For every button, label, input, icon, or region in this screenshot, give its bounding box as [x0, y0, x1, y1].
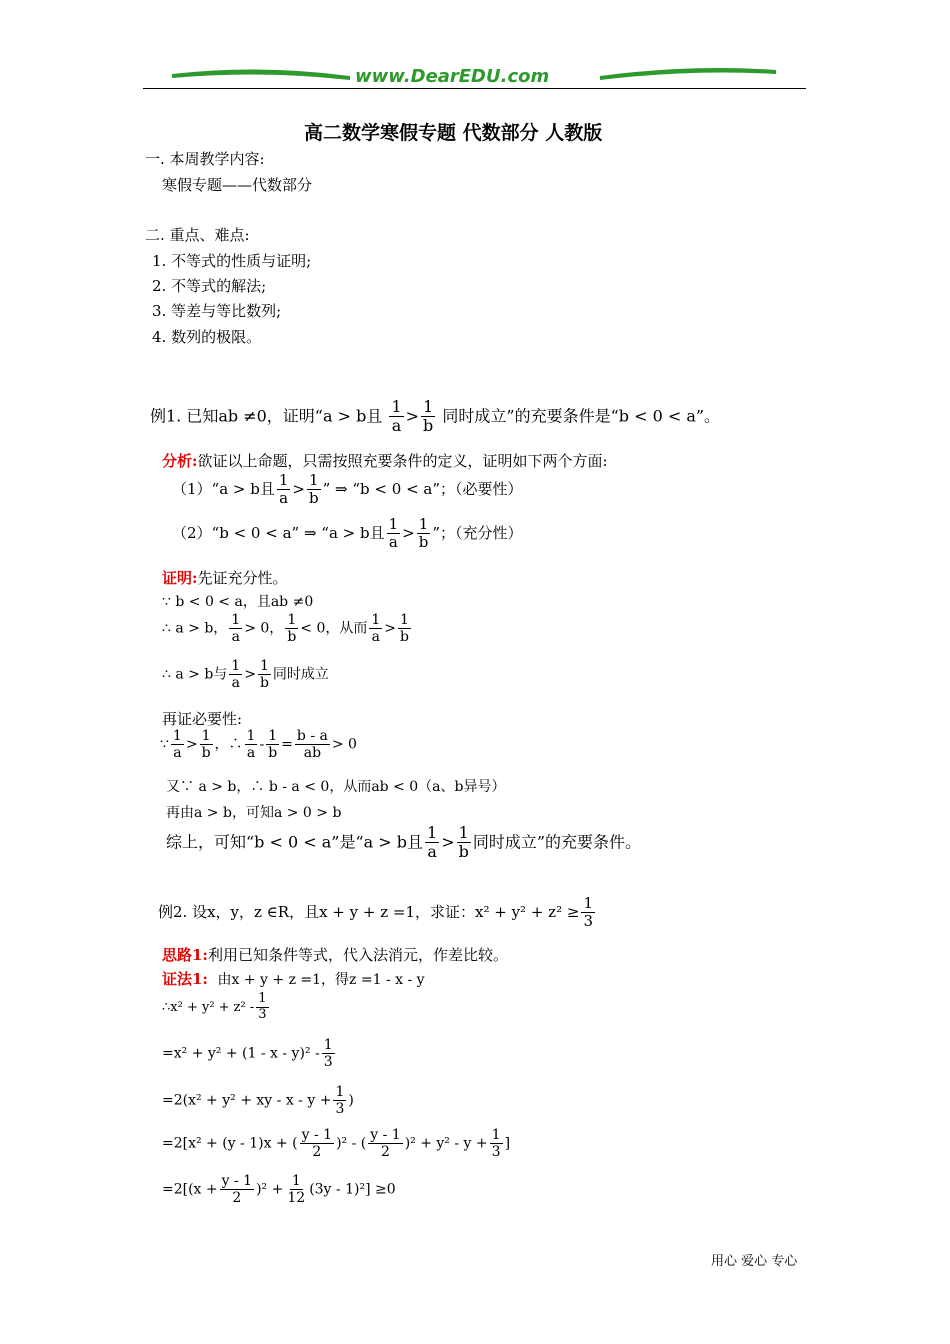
proof-step: 再证必要性: — [162, 710, 243, 728]
list-item: 2. 不等式的解法; — [152, 277, 267, 295]
example2-statement: 例2. 设x，y，z ∈R，且x + y + z =1，求证：x² + y² + z² ≥ $\frac{1}{3}$ — [158, 894, 593, 931]
idea-line: 思路1:利用已知条件等式，代入法消元，作差比较。 — [162, 946, 508, 964]
case2-line: （2）“b < 0 < a” ⇒ “a > b且 $\frac{1}{a}$ > $\frac{1}{b}$ ”；（充分性） — [172, 515, 523, 552]
header-rule — [143, 88, 806, 89]
proof-conclusion: 综上，可知“b < 0 < a”是“a > b且 $\frac{1}{a}$ > $\frac{1}{b}$ 同时成立”的充要条件。 — [166, 823, 642, 862]
footer-text: 用心 爱心 专心 — [711, 1254, 798, 1269]
example1-statement: 例1. 已知ab ≠0，证明“a > b且 $\frac{1}{a}$ > $\frac{1}{b}$ 同时成立”的充要条件是“b < 0 < a”。 — [150, 397, 721, 436]
proof-step: 再由a > b，可知a > 0 > b — [166, 805, 342, 821]
derivation-line: =2[(x + $\frac{y - 1}{2}$ )² + $\frac{1}{12}$ (3y - 1)²] ≥0 — [162, 1173, 396, 1207]
logo-text: www.DearEDU.com — [355, 66, 550, 87]
proof-step: ∴ a > b， $\frac{1}{a}$ > 0， $\frac{1}{b}$ < 0，从而 $\frac{1}{a}$ > $\frac{1}{b}$ — [162, 612, 409, 646]
fraction: $\frac{1}{b}$ — [423, 397, 434, 436]
list-item: 4. 数列的极限。 — [152, 328, 262, 346]
list-item: 3. 等差与等比数列; — [152, 302, 282, 320]
case1-line: （1）“a > b且 $\frac{1}{a}$ > $\frac{1}{b}$ ” ⇒ “b < 0 < a”；（必要性） — [172, 471, 523, 508]
analysis-line: 分析:欲证以上命题，只需按照充要条件的定义，证明如下两个方面: — [162, 452, 608, 470]
derivation-line: ∴x² + y² + z² - $\frac{1}{3}$ — [162, 991, 267, 1022]
proof-step: ∵ b < 0 < a，且ab ≠0 — [162, 594, 314, 610]
page-title: 高二数学寒假专题 代数部分 人教版 — [304, 122, 603, 144]
proof-step: ∴ a > b与 $\frac{1}{a}$ > $\frac{1}{b}$ 同时成立 — [162, 658, 329, 692]
derivation-line: =2[x² + (y - 1)x + ( $\frac{y - 1}{2}$ )² - ( $\frac{y - 1}{2}$ )² + y² - y + $\frac{1}{3}$ ] — [162, 1127, 511, 1161]
derivation-line: =x² + y² + (1 - x - y)² - $\frac{1}{3}$ — [162, 1037, 333, 1071]
method-line: 证法1: 由x + y + z =1，得z =1 - x - y — [162, 970, 425, 988]
fraction: $\frac{1}{a}$ — [391, 397, 402, 436]
derivation-line: =2(x² + y² + xy - x - y + $\frac{1}{3}$ ) — [162, 1084, 354, 1118]
proof-line: 证明:先证充分性。 — [162, 569, 288, 587]
proof-step: ∵ $\frac{1}{a}$ > $\frac{1}{b}$ ，∴ $\frac{1}{a}$ - $\frac{1}{b}$ = $\frac{b - a}{ab}$ > 0 — [160, 728, 357, 762]
section1-heading: 一. 本周教学内容: — [145, 150, 265, 168]
section2-heading: 二. 重点、难点: — [145, 226, 250, 244]
proof-step: 又∵ a > b，∴ b - a < 0，从而ab < 0（a、b异号） — [166, 779, 506, 795]
list-item: 1. 不等式的性质与证明; — [152, 252, 312, 270]
section1-content: 寒假专题——代数部分 — [162, 176, 313, 194]
